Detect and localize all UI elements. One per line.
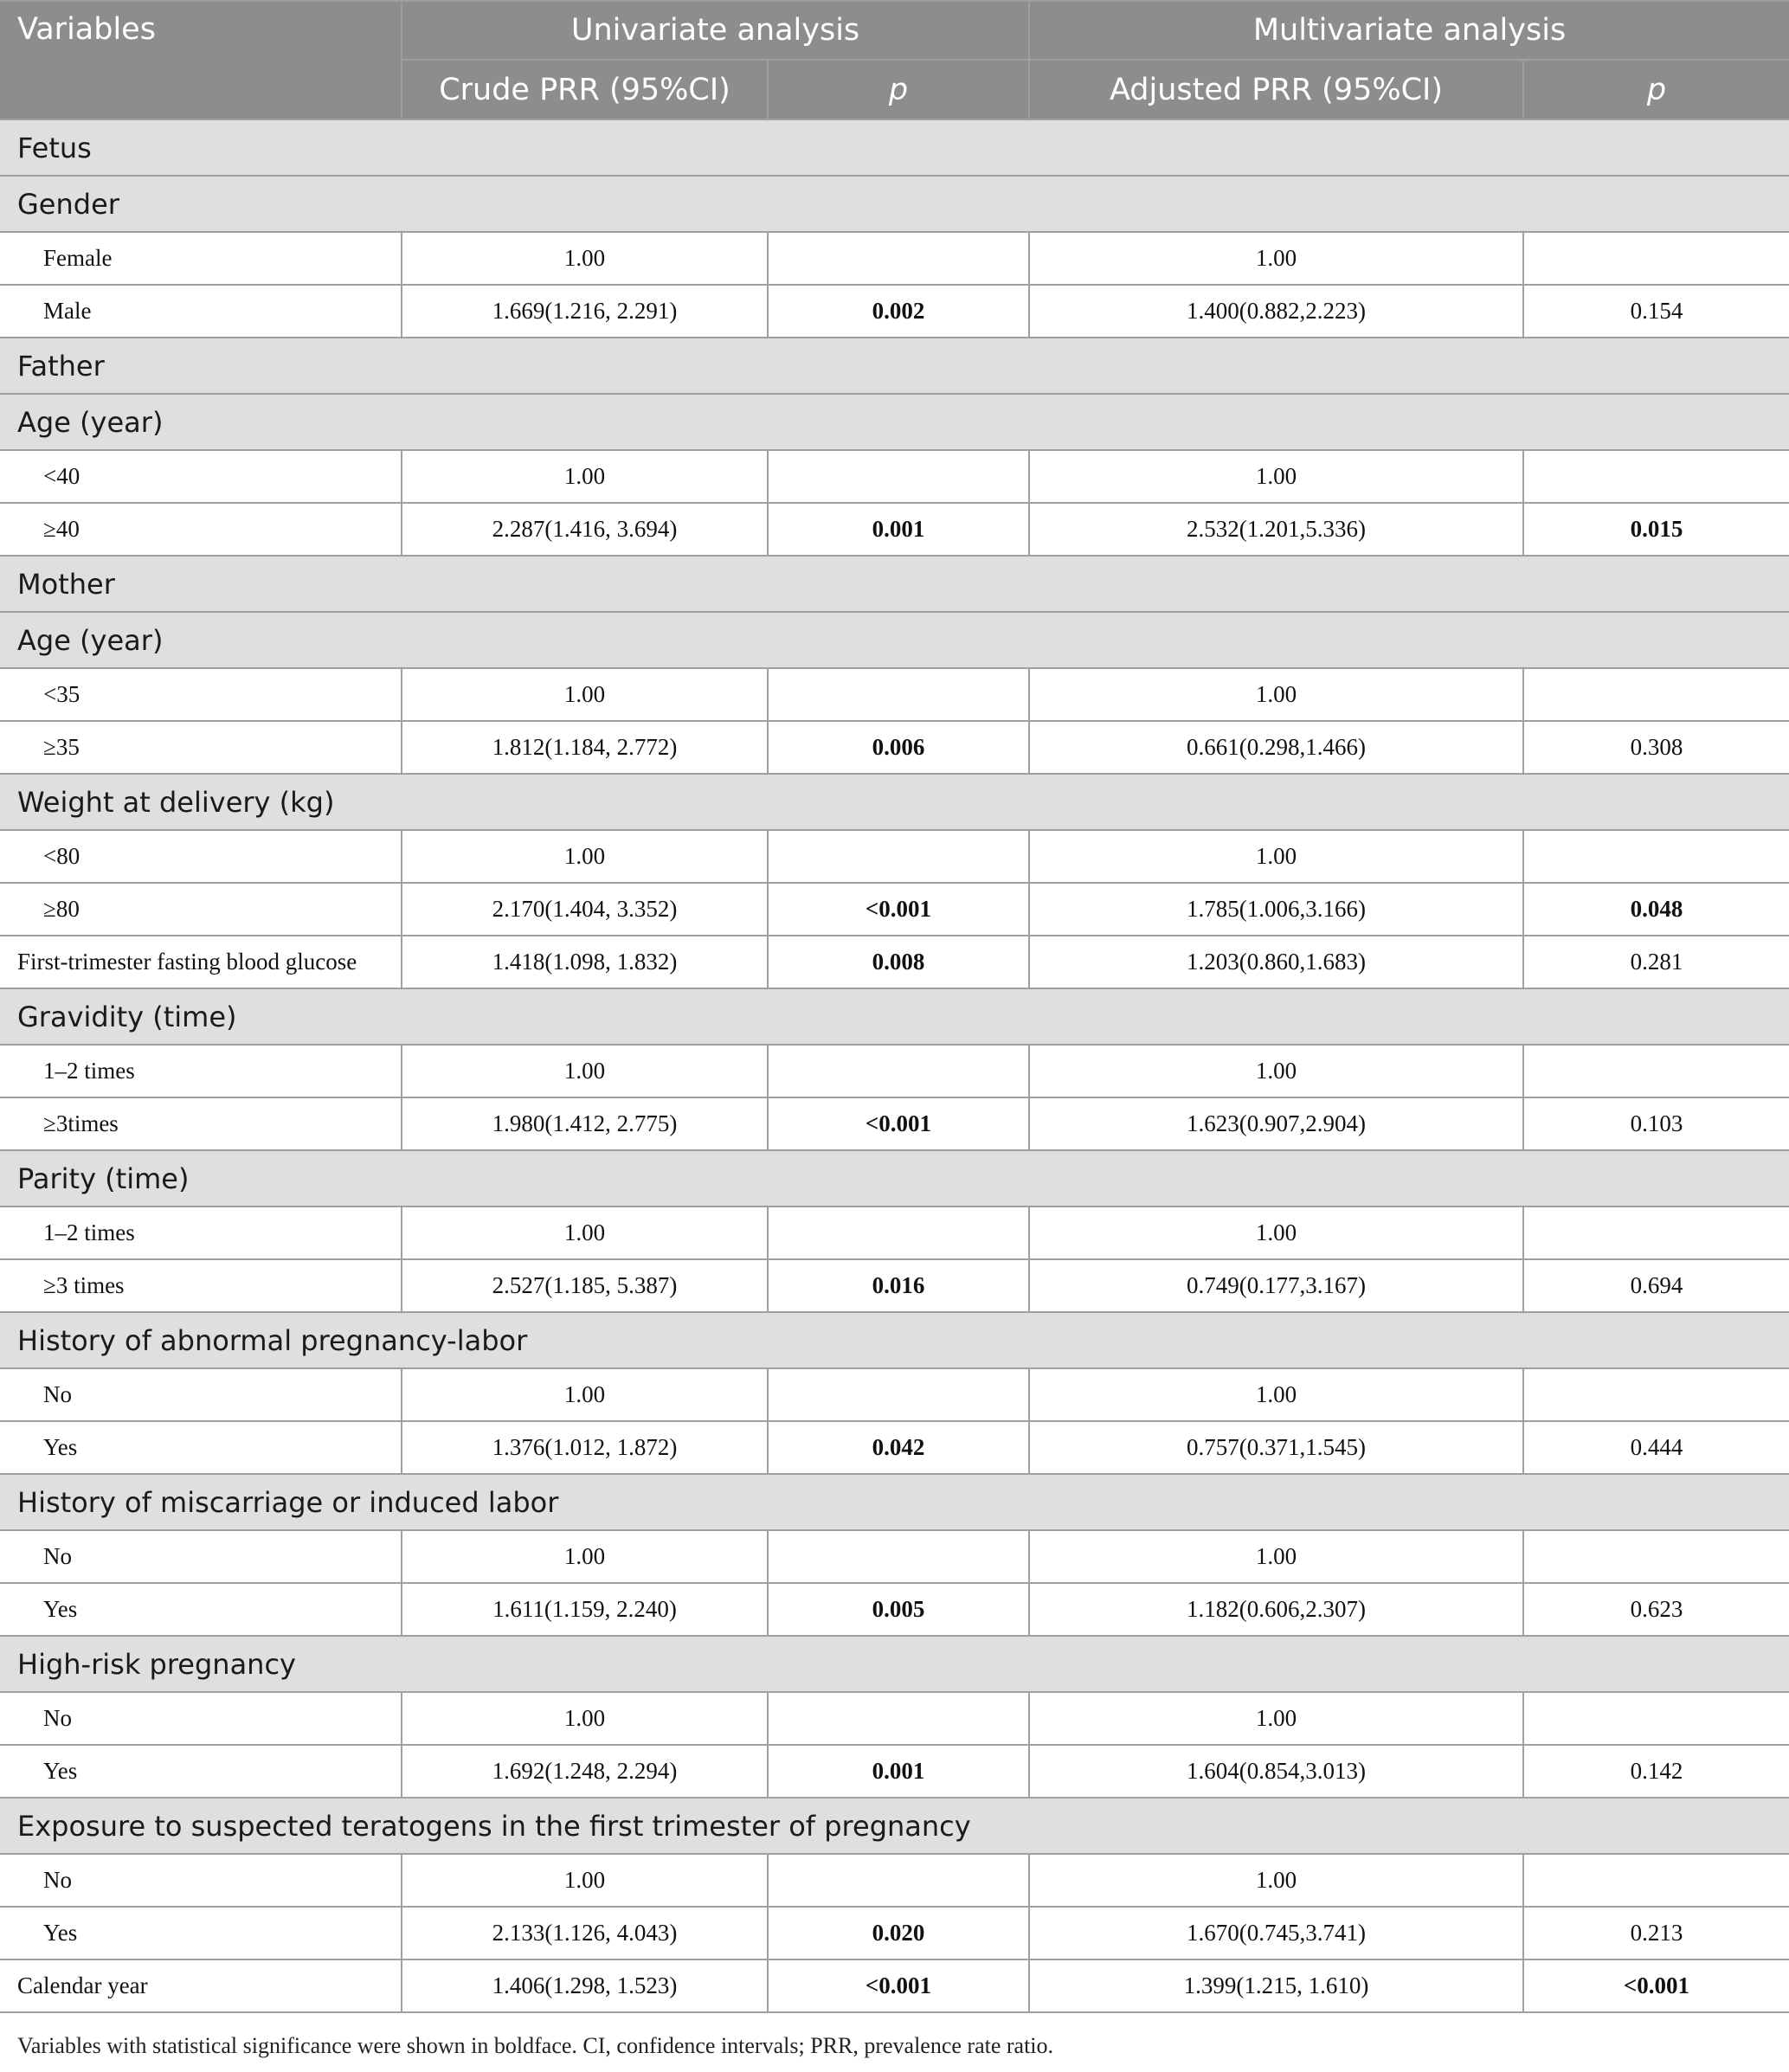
section-label: Parity (time) <box>0 1150 1789 1207</box>
row-label: Female <box>0 232 402 285</box>
p-value-multivariate-cell <box>1523 1045 1789 1097</box>
p-value-univariate-cell: 0.016 <box>768 1259 1029 1312</box>
section-row <box>0 394 1789 450</box>
row-label: 1–2 times <box>0 1207 402 1259</box>
p-value-univariate-cell: 0.008 <box>768 936 1029 988</box>
adjusted-prr-cell: 1.623(0.907,2.904) <box>1029 1097 1523 1150</box>
row-label: ≥3times <box>0 1097 402 1150</box>
p-value-univariate-cell: <0.001 <box>768 1959 1029 2012</box>
table-footnote: Variables with statistical significance were shown in boldface. CI, confidence intervals; PRR, prevalence rate ratio. <box>17 2033 1054 2058</box>
section-row <box>0 338 1789 394</box>
p-value-multivariate-cell <box>1523 1368 1789 1421</box>
p-value-univariate-cell <box>768 1045 1029 1097</box>
crude-prr-cell: 1.00 <box>402 1045 768 1097</box>
p-value-univariate-cell <box>768 1207 1029 1259</box>
crude-prr-cell: 1.692(1.248, 2.294) <box>402 1745 768 1798</box>
p-value-multivariate-cell: 0.213 <box>1523 1907 1789 1959</box>
p-value-multivariate-cell <box>1523 1207 1789 1259</box>
row-label: Yes <box>0 1745 402 1798</box>
header-crude-prr: Crude PRR (95%CI) <box>402 60 768 119</box>
crude-prr-cell: 1.611(1.159, 2.240) <box>402 1583 768 1636</box>
row-label: No <box>0 1854 402 1907</box>
table-row <box>0 1097 1789 1150</box>
section-label: Mother <box>0 556 1789 612</box>
table-row <box>0 1045 1789 1097</box>
section-row <box>0 774 1789 830</box>
p-value-multivariate-cell: 0.444 <box>1523 1421 1789 1474</box>
header-variables: Variables <box>0 1 402 119</box>
row-label: First-trimester fasting blood glucose <box>0 936 402 988</box>
p-value-univariate-cell: 0.001 <box>768 1745 1029 1798</box>
section-label: Age (year) <box>0 394 1789 450</box>
crude-prr-cell: 1.00 <box>402 830 768 883</box>
p-value-multivariate-cell <box>1523 1530 1789 1583</box>
section-row <box>0 1474 1789 1530</box>
p-value-multivariate-cell: 0.015 <box>1523 503 1789 556</box>
adjusted-prr-cell: 1.00 <box>1029 450 1523 503</box>
p-value-univariate-cell <box>768 1530 1029 1583</box>
section-row <box>0 176 1789 232</box>
header-multivariate: Multivariate analysis <box>1029 1 1789 60</box>
p-value-univariate-cell <box>768 668 1029 721</box>
table-row <box>0 1368 1789 1421</box>
crude-prr-cell: 1.418(1.098, 1.832) <box>402 936 768 988</box>
p-value-univariate-cell: 0.042 <box>768 1421 1029 1474</box>
crude-prr-cell: 1.00 <box>402 450 768 503</box>
section-label: Weight at delivery (kg) <box>0 774 1789 830</box>
row-label: No <box>0 1530 402 1583</box>
p-value-multivariate-cell: 0.281 <box>1523 936 1789 988</box>
crude-prr-cell: 1.00 <box>402 1530 768 1583</box>
table-row <box>0 1854 1789 1907</box>
table-row <box>0 883 1789 936</box>
table-row <box>0 668 1789 721</box>
crude-prr-cell: 1.00 <box>402 668 768 721</box>
table-row <box>0 721 1789 774</box>
adjusted-prr-cell: 0.749(0.177,3.167) <box>1029 1259 1523 1312</box>
header-p-multivariate: p <box>1523 60 1789 119</box>
crude-prr-cell: 1.376(1.012, 1.872) <box>402 1421 768 1474</box>
crude-prr-cell: 2.170(1.404, 3.352) <box>402 883 768 936</box>
table-row <box>0 1207 1789 1259</box>
table-row <box>0 503 1789 556</box>
table-row <box>0 1959 1789 2012</box>
adjusted-prr-cell: 1.604(0.854,3.013) <box>1029 1745 1523 1798</box>
adjusted-prr-cell: 1.00 <box>1029 830 1523 883</box>
p-value-multivariate-cell <box>1523 450 1789 503</box>
header-adjusted-prr: Adjusted PRR (95%CI) <box>1029 60 1523 119</box>
row-label: Yes <box>0 1583 402 1636</box>
row-label: ≥40 <box>0 503 402 556</box>
row-label: No <box>0 1692 402 1745</box>
row-label: ≥35 <box>0 721 402 774</box>
p-value-multivariate-cell: 0.308 <box>1523 721 1789 774</box>
row-label: <80 <box>0 830 402 883</box>
adjusted-prr-cell: 2.532(1.201,5.336) <box>1029 503 1523 556</box>
row-label: Yes <box>0 1421 402 1474</box>
row-label: Male <box>0 285 402 338</box>
crude-prr-cell: 2.527(1.185, 5.387) <box>402 1259 768 1312</box>
crude-prr-cell: 1.00 <box>402 232 768 285</box>
header-row-1 <box>0 1 1789 60</box>
adjusted-prr-cell: 1.400(0.882,2.223) <box>1029 285 1523 338</box>
crude-prr-cell: 2.287(1.416, 3.694) <box>402 503 768 556</box>
adjusted-prr-cell: 1.00 <box>1029 1045 1523 1097</box>
p-value-multivariate-cell <box>1523 1854 1789 1907</box>
table-row <box>0 1583 1789 1636</box>
p-value-univariate-cell: 0.005 <box>768 1583 1029 1636</box>
table-row <box>0 1745 1789 1798</box>
adjusted-prr-cell: 1.182(0.606,2.307) <box>1029 1583 1523 1636</box>
p-value-multivariate-cell: 0.694 <box>1523 1259 1789 1312</box>
p-value-univariate-cell <box>768 830 1029 883</box>
crude-prr-cell: 1.00 <box>402 1368 768 1421</box>
table-row <box>0 450 1789 503</box>
table-row <box>0 830 1789 883</box>
p-value-multivariate-cell: 0.048 <box>1523 883 1789 936</box>
p-value-univariate-cell: 0.002 <box>768 285 1029 338</box>
adjusted-prr-cell: 1.785(1.006,3.166) <box>1029 883 1523 936</box>
table-row <box>0 1259 1789 1312</box>
table-row <box>0 1907 1789 1959</box>
section-label: Father <box>0 338 1789 394</box>
adjusted-prr-cell: 1.00 <box>1029 1368 1523 1421</box>
section-row <box>0 1150 1789 1207</box>
table-row <box>0 1530 1789 1583</box>
crude-prr-cell: 1.00 <box>402 1854 768 1907</box>
row-label: Yes <box>0 1907 402 1959</box>
table-row <box>0 1421 1789 1474</box>
row-label: <35 <box>0 668 402 721</box>
p-value-univariate-cell: 0.006 <box>768 721 1029 774</box>
section-row <box>0 119 1789 176</box>
adjusted-prr-cell: 1.399(1.215, 1.610) <box>1029 1959 1523 2012</box>
adjusted-prr-cell: 1.00 <box>1029 232 1523 285</box>
crude-prr-cell: 2.133(1.126, 4.043) <box>402 1907 768 1959</box>
p-value-multivariate-cell: 0.154 <box>1523 285 1789 338</box>
adjusted-prr-cell: 1.00 <box>1029 1530 1523 1583</box>
section-row <box>0 988 1789 1045</box>
p-value-univariate-cell <box>768 232 1029 285</box>
section-row <box>0 612 1789 668</box>
section-row <box>0 1636 1789 1692</box>
row-label: Calendar year <box>0 1959 402 2012</box>
section-row <box>0 556 1789 612</box>
p-value-multivariate-cell <box>1523 668 1789 721</box>
section-row <box>0 1312 1789 1368</box>
section-label: History of abnormal pregnancy-labor <box>0 1312 1789 1368</box>
crude-prr-cell: 1.812(1.184, 2.772) <box>402 721 768 774</box>
crude-prr-cell: 1.669(1.216, 2.291) <box>402 285 768 338</box>
section-label: Gravidity (time) <box>0 988 1789 1045</box>
adjusted-prr-cell: 1.00 <box>1029 1207 1523 1259</box>
header-univariate: Univariate analysis <box>402 1 1029 60</box>
section-label: High-risk pregnancy <box>0 1636 1789 1692</box>
adjusted-prr-cell: 0.661(0.298,1.466) <box>1029 721 1523 774</box>
crude-prr-cell: 1.980(1.412, 2.775) <box>402 1097 768 1150</box>
row-label: 1–2 times <box>0 1045 402 1097</box>
table-row <box>0 232 1789 285</box>
p-value-univariate-cell <box>768 450 1029 503</box>
p-value-multivariate-cell <box>1523 830 1789 883</box>
p-value-univariate-cell: <0.001 <box>768 883 1029 936</box>
section-label: Gender <box>0 176 1789 232</box>
p-value-multivariate-cell <box>1523 1692 1789 1745</box>
section-row <box>0 1798 1789 1854</box>
table-body <box>0 119 1789 2012</box>
p-value-multivariate-cell: 0.103 <box>1523 1097 1789 1150</box>
p-value-multivariate-cell: <0.001 <box>1523 1959 1789 2012</box>
section-label: History of miscarriage or induced labor <box>0 1474 1789 1530</box>
row-label: ≥80 <box>0 883 402 936</box>
crude-prr-cell: 1.406(1.298, 1.523) <box>402 1959 768 2012</box>
p-value-multivariate-cell: 0.623 <box>1523 1583 1789 1636</box>
p-value-univariate-cell: <0.001 <box>768 1097 1029 1150</box>
row-label: No <box>0 1368 402 1421</box>
section-label: Fetus <box>0 119 1789 176</box>
table-row <box>0 936 1789 988</box>
adjusted-prr-cell: 1.670(0.745,3.741) <box>1029 1907 1523 1959</box>
p-value-univariate-cell: 0.020 <box>768 1907 1029 1959</box>
crude-prr-cell: 1.00 <box>402 1692 768 1745</box>
adjusted-prr-cell: 1.00 <box>1029 668 1523 721</box>
p-value-univariate-cell <box>768 1692 1029 1745</box>
adjusted-prr-cell: 1.00 <box>1029 1692 1523 1745</box>
p-value-univariate-cell: 0.001 <box>768 503 1029 556</box>
table-row <box>0 1692 1789 1745</box>
p-value-multivariate-cell <box>1523 232 1789 285</box>
p-value-univariate-cell <box>768 1854 1029 1907</box>
crude-prr-cell: 1.00 <box>402 1207 768 1259</box>
row-label: ≥3 times <box>0 1259 402 1312</box>
p-value-multivariate-cell: 0.142 <box>1523 1745 1789 1798</box>
adjusted-prr-cell: 0.757(0.371,1.545) <box>1029 1421 1523 1474</box>
p-value-univariate-cell <box>768 1368 1029 1421</box>
header-p-univariate: p <box>768 60 1029 119</box>
row-label: <40 <box>0 450 402 503</box>
section-label: Age (year) <box>0 612 1789 668</box>
adjusted-prr-cell: 1.203(0.860,1.683) <box>1029 936 1523 988</box>
section-label: Exposure to suspected teratogens in the first trimester of pregnancy <box>0 1798 1789 1854</box>
adjusted-prr-cell: 1.00 <box>1029 1854 1523 1907</box>
table-row <box>0 285 1789 338</box>
